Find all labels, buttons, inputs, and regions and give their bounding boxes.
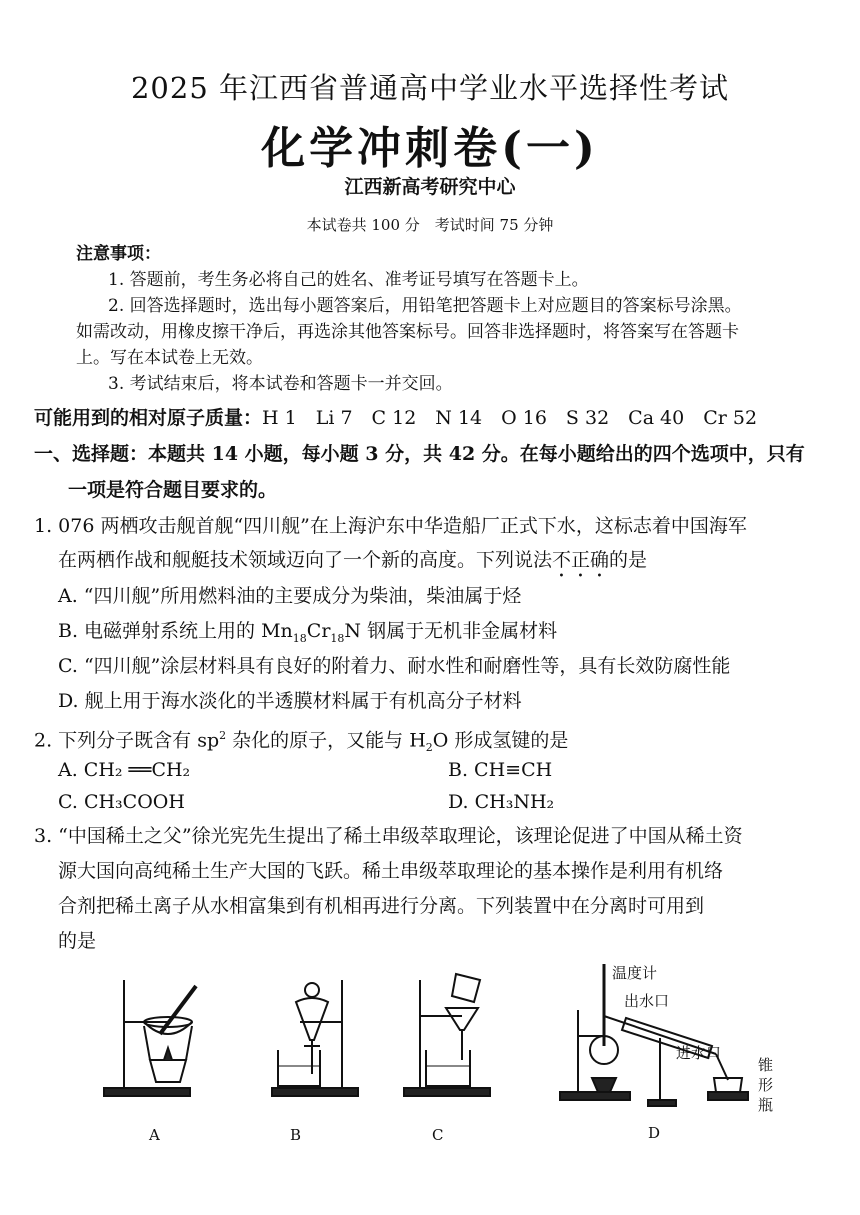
q1-stem-cont: 在两栖作战和舰艇技术领域迈向了一个新的高度。下列说法不正确的是 [58,549,648,571]
apparatus-d-distillation [560,964,748,1106]
apparatus-b-separatory-funnel [272,980,358,1096]
q2-stem: 2. 下列分子既含有 $sp^2$ 杂化的原子，又能与 $H_2O$ 形成氢键的是 [34,729,569,755]
q3-stem: 3. “中国稀土之父”徐光宪先生提出了稀土串级萃取理论，该理论促进了中国从稀土资 [34,825,743,847]
water-inlet-label: 进水口 [676,1044,722,1062]
atomic-masses [34,404,757,432]
q3-stem-cont2: 合剂把稀土离子从水相富集到有机相再进行分离。下列装置中在分离时可用到 [58,895,705,917]
q3-stem-cont1: 源大国向高纯稀土生产大国的飞跃。稀土串级萃取理论的基本操作是利用有机络 [58,860,724,882]
q2-option-c: C. CH₃COOH [58,791,185,813]
organizer: 江西新高考研究中心 [344,176,516,198]
q1-option-d: D. 舰上用于海水淡化的半透膜材料属于有机高分子材料 [58,690,522,712]
flask-label-2: 形 [758,1076,774,1094]
q1-stem: 1. 076 两栖攻击舰首舰“四川舰”在上海沪东中华造船厂正式下水，这标志着中国海军 [34,515,747,537]
label-a: A [149,1126,160,1144]
notice-item-2-end: 上。写在本试卷上无效。 [76,348,263,368]
section-heading-cont: 一项是符合题目要求的。 [68,479,278,501]
q2-option-a: A. CH₂ ══CH₂ [58,759,191,781]
q1-option-c: C. “四川舰”涂层材料具有良好的附着力、耐水性和耐磨性等，具有长效防腐性能 [58,655,731,677]
apparatus-a-evaporation [104,980,196,1096]
q1-option-a: A. “四川舰”所用燃料油的主要成分为柴油，柴油属于烃 [58,585,522,607]
water-outlet-label: 出水口 [624,992,670,1010]
score-time: 本试卷共 100 分 考试时间 75 分钟 [306,216,554,234]
q1-option-b: B. 电磁弹射系统上用的 $Mn_{18}Cr_{18}N$ 钢属于无机非金属材料 [58,620,558,645]
flask-label-1: 锥 [758,1056,774,1074]
label-c: C [432,1126,444,1144]
apparatus-c-filtration [404,974,490,1096]
flask-label-3: 瓶 [758,1096,774,1114]
section-heading: 一、选择题：本题共 14 小题，每小题 3 分，共 42 分。在每小题给出的四个选项中，只有 [34,443,805,465]
notice-heading: 注意事项： [76,244,161,264]
notice-item-2: 2. 回答选择题时，选出每小题答案后，用铅笔把答题卡上对应题目的答案标号涂黑。 [108,296,742,316]
q2-option-b: B. CH≡CH [448,759,553,781]
thermometer-label: 温度计 [612,964,658,982]
paper-title: 化学冲刺卷(一) [261,123,599,174]
q3-stem-cont3: 的是 [58,930,97,952]
q2-option-d: D. CH₃NH₂ [448,791,555,813]
notice-item-3: 3. 考试结束后，将本试卷和答题卡一并交回。 [108,374,453,394]
notice-item-1: 1. 答题前，考生务必将自己的姓名、准考证号填写在答题卡上。 [108,270,589,290]
exam-title: 2025 年江西省普通高中学业水平选择性考试 [130,71,730,105]
apparatus-figure [0,950,860,1150]
atomic-masses-values: H 1 Li 7 C 12 N 14 O 16 S 32 Ca 40 Cr 52 [262,407,758,429]
atomic-masses-label: 可能用到的相对原子质量： [34,407,263,429]
notice-item-2-cont: 如需改动，用橡皮擦干净后，再选涂其他答案标号。回答非选择题时，将答案写在答题卡 [76,322,739,342]
q1-emphasis: 不正确 [552,549,610,571]
label-b: B [290,1126,302,1144]
label-d: D [648,1124,661,1142]
